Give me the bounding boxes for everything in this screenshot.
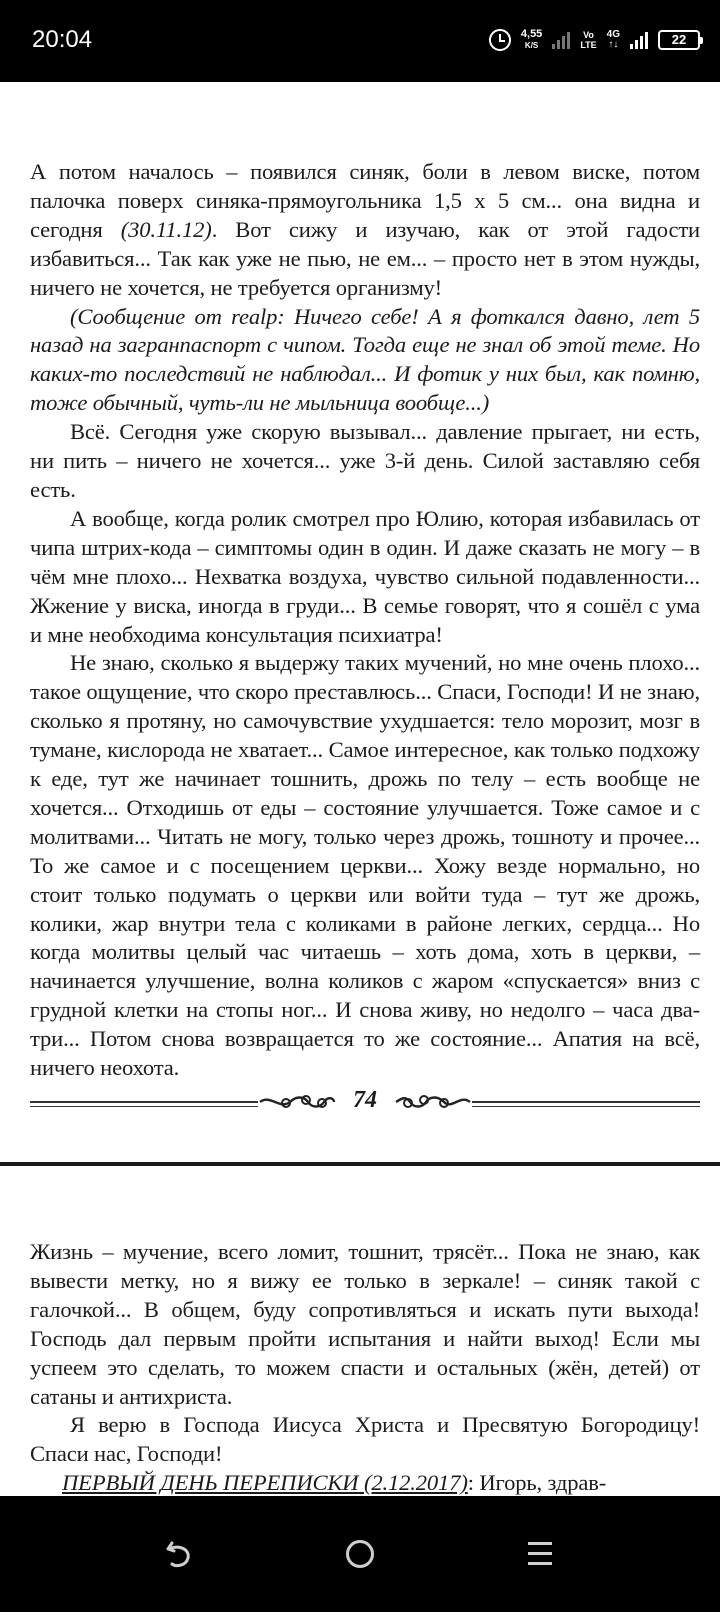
page-text [30,158,700,1083]
paragraph-3: Всё. Сегодня уже скорую вызывал... давление прыгает, ни есть, ни пить – ничего не хочется... уже 3-й день. Силой заставляю себя есть. [30,419,700,502]
paragraph-4: А вообще, когда ролик смотрел про Юлию, которая избавилась от чипа штрих-кода – симптомы один в один. И даже сказать не могу – в чём мне плохо... Нехватка воздуха, чувство сильной подавленности... Жжение у виска, иногда в груди... В семье говорят, что я сошёл с ума и мне необходима консультация психиатра! [30,505,700,647]
page-number: 74 [353,1087,377,1113]
book-page-74 [0,82,720,1162]
paragraph-3-heading: ПЕРВЫЙ ДЕНЬ ПЕРЕПИСКИ (2.12.2017): Игорь, здрав- [62,1470,607,1496]
data-arrows-icon: ↑↓ [608,39,619,50]
ornament-line-right [472,1101,700,1103]
section-heading: ПЕРВЫЙ ДЕНЬ ПЕРЕПИСКИ (2.12.2017) [62,1470,468,1496]
network-type [607,30,620,50]
network-type-label: 4G [606,29,620,40]
network-speed-value: 4,55 [520,28,543,40]
volte-top: Vo [583,30,594,40]
page-text [30,1238,700,1496]
status-time: 20:04 [32,26,93,53]
network-speed [521,29,542,51]
back-icon [152,1526,208,1582]
battery-icon: 22 [658,30,700,50]
paragraph-2-quote: (Сообщение от realp: Ничего себе! А я фоткался давно, лет 5 назад на загранпаспорт с чипом. Тогда еще не знал об этой теме. Но каких-то последствий не наблюдал... И фотик у них был, как помню, тоже обычный, чуть-ли не мыльница вообще...) [30,303,700,416]
recent-apps-button[interactable] [512,1526,568,1582]
back-button[interactable] [152,1526,208,1582]
status-icons [489,22,700,58]
navigation-bar [0,1496,720,1612]
signal-sim2-icon [630,31,648,49]
signal-sim1-icon [552,31,570,49]
paragraph-2: Я верю в Господа Иисуса Христа и Пресвятую Богородицу! Спаси нас, Господи! [30,1412,700,1467]
home-button[interactable] [332,1526,388,1582]
date-ref: (30.11.12) [120,216,212,242]
ornament-line-left [30,1101,258,1103]
paragraph-5: Не знаю, сколько я выдержу таких мучений, но мне очень плохо... такое ощущение, что скоро преставлюсь... Спаси, Господи! И не знаю, сколько я протяну, но самочувствие ухудшается: тело морозит, мозг в тумане, кислорода не хватает... Самое интересное, как только подхожу к еде, тут же начинает тошнить, дрожь по телу – есть вообще не хочется... Отходишь от еды – состояние улучшается. Тоже самое и с молитвами... Читать не могу, только через дрожь, тошноту и прочее... То же самое и с посещением церкви... Хожу везде нормально, но стоит только подумать о церкви или войти туда – тут же дрожь, колики, жар внутри тела с коликами в районе легких, сердца... Но когда молитвы целый час читаешь – хоть дома, хоть в церкви, – начинается улучшение, волна коликов с жаром «спускается» вниз с грудной клетки на стопы ног... И снова живу, но недолго – часа два-три... Потом снова возвращается то же состояние... Апатия на всё, ничего неохота. [30,650,700,1081]
volte-label [580,30,596,50]
paragraph-1: А потом началось – появился синяк, боли в левом виске, потом палочка поверх синяка-прямоугольника 1,5 х 5 см... она видна и сегодня (30.11.12). Вот сижу и изучаю, как от этой гадости избавиться... Так как уже не пью, не ем... – просто нет в этом нужды, ничего не хочется, не требуется организму! [30,159,700,300]
alarm-icon [489,29,511,51]
network-speed-unit: K/S [524,41,539,50]
volte-bottom: LTE [580,40,597,50]
page-footer-ornament [30,1084,700,1120]
paragraph-1: Жизнь – мучение, всего ломит, тошнит, трясёт... Пока не знаю, как вывести метку, но я вижу ее только в зеркале! – синяк такой с галочкой... В общем, буду сопротивляться и искать пути выхода! Господь дал первым пройти испытания и найти выход! Если мы успеем это сделать, то можем спасти и остальных (жён, детей) от сатаны и антихриста. [30,1239,700,1409]
ornament-flourish-right [394,1084,474,1120]
book-page-75 [0,1166,720,1496]
ornament-flourish-left [256,1084,336,1120]
status-bar [0,0,720,82]
